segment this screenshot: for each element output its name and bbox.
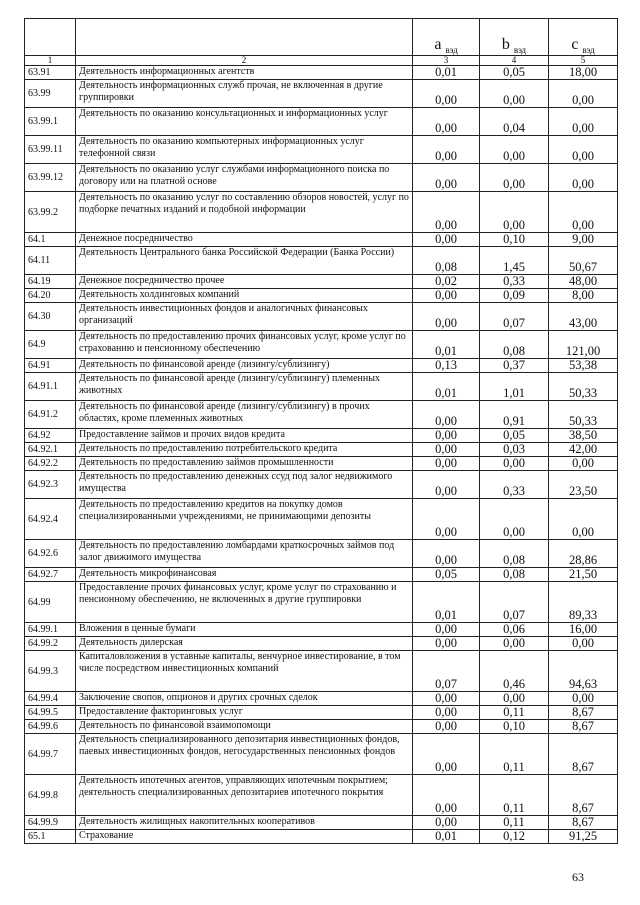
row-value-a: 0,00	[413, 734, 480, 775]
header-name-cell	[76, 19, 413, 56]
row-value-c: 42,00	[549, 443, 618, 457]
row-value-a: 0,00	[413, 499, 480, 540]
row-value-a: 0,01	[413, 331, 480, 359]
table-row	[25, 373, 618, 401]
table-row	[25, 471, 618, 499]
row-name: Вложения в ценные бумаги	[76, 623, 413, 637]
row-name: Деятельность холдинговых компаний	[76, 289, 413, 303]
column-number: 3	[413, 56, 480, 66]
row-code: 64.92.7	[25, 568, 76, 582]
row-code: 64.30	[25, 303, 76, 331]
table-row	[25, 706, 618, 720]
row-name: Деятельность по предоставлению займов промышленности	[76, 457, 413, 471]
row-value-a: 0,00	[413, 457, 480, 471]
row-value-a: 0,01	[413, 66, 480, 80]
row-code: 63.99	[25, 80, 76, 108]
row-value-a: 0,00	[413, 136, 480, 164]
row-value-a: 0,00	[413, 164, 480, 192]
table-row	[25, 568, 618, 582]
row-value-c: 28,86	[549, 540, 618, 568]
row-name: Деятельность Центрального банка Российской Федерации (Банка России)	[76, 247, 413, 275]
row-value-c: 121,00	[549, 331, 618, 359]
table-row	[25, 192, 618, 233]
table-row	[25, 692, 618, 706]
table-body	[25, 66, 618, 844]
row-value-c: 8,67	[549, 775, 618, 816]
row-value-c: 0,00	[549, 108, 618, 136]
row-value-b: 0,33	[480, 275, 549, 289]
row-value-b: 1,01	[480, 373, 549, 401]
header-col-b: b $_{вэд}$	[480, 19, 549, 56]
row-name: Деятельность информационных служб прочая, не включенная в другие группировки	[76, 80, 413, 108]
row-code: 64.99.1	[25, 623, 76, 637]
row-value-a: 0,00	[413, 720, 480, 734]
row-value-a: 0,00	[413, 816, 480, 830]
row-value-b: 1,45	[480, 247, 549, 275]
row-value-b: 0,00	[480, 136, 549, 164]
row-code: 63.99.12	[25, 164, 76, 192]
row-name: Деятельность по оказанию услуг по составлению обзоров новостей, услуг по подборке печатных изданий и подобной информации	[76, 192, 413, 233]
row-code: 64.99.9	[25, 816, 76, 830]
row-value-b: 0,06	[480, 623, 549, 637]
column-number: 5	[549, 56, 618, 66]
row-value-a: 0,00	[413, 192, 480, 233]
row-value-a: 0,00	[413, 401, 480, 429]
table-row	[25, 651, 618, 692]
table-row	[25, 136, 618, 164]
row-code: 64.20	[25, 289, 76, 303]
row-value-c: 9,00	[549, 233, 618, 247]
row-value-c: 94,63	[549, 651, 618, 692]
table-row	[25, 830, 618, 844]
row-value-b: 0,05	[480, 429, 549, 443]
row-value-a: 0,00	[413, 471, 480, 499]
row-value-b: 0,05	[480, 66, 549, 80]
table-row	[25, 582, 618, 623]
row-value-b: 0,00	[480, 457, 549, 471]
table-row	[25, 720, 618, 734]
table-row	[25, 429, 618, 443]
table-row	[25, 359, 618, 373]
row-value-a: 0,00	[413, 108, 480, 136]
row-value-b: 0,00	[480, 192, 549, 233]
row-name: Деятельность по финансовой аренде (лизингу/сублизингу)	[76, 359, 413, 373]
row-value-b: 0,09	[480, 289, 549, 303]
row-code: 64.99.6	[25, 720, 76, 734]
row-code: 63.91	[25, 66, 76, 80]
row-value-a: 0,00	[413, 692, 480, 706]
row-name: Деятельность ипотечных агентов, управляющих ипотечным покрытием; деятельность специализированных депозитариев ипотечного покрытия	[76, 775, 413, 816]
table-row	[25, 443, 618, 457]
row-value-c: 53,38	[549, 359, 618, 373]
table-row	[25, 816, 618, 830]
row-value-b: 0,11	[480, 775, 549, 816]
row-value-a: 0,00	[413, 80, 480, 108]
row-value-a: 0,00	[413, 443, 480, 457]
row-value-b: 0,91	[480, 401, 549, 429]
row-value-b: 0,00	[480, 164, 549, 192]
table-row	[25, 637, 618, 651]
header-col-a: a $_{вэд}$	[413, 19, 480, 56]
row-value-a: 0,00	[413, 303, 480, 331]
row-name: Деятельность по оказанию консультационных и информационных услуг	[76, 108, 413, 136]
row-code: 65.1	[25, 830, 76, 844]
row-code: 64.11	[25, 247, 76, 275]
row-value-a: 0,08	[413, 247, 480, 275]
row-value-b: 0,37	[480, 359, 549, 373]
table-row	[25, 275, 618, 289]
table-row	[25, 80, 618, 108]
table-row	[25, 164, 618, 192]
row-code: 64.91.1	[25, 373, 76, 401]
row-code: 64.92.2	[25, 457, 76, 471]
row-value-b: 0,08	[480, 540, 549, 568]
table-row	[25, 108, 618, 136]
row-value-c: 38,50	[549, 429, 618, 443]
row-value-c: 23,50	[549, 471, 618, 499]
row-value-c: 21,50	[549, 568, 618, 582]
row-value-c: 48,00	[549, 275, 618, 289]
row-name: Деятельность по оказанию услуг службами информационного поиска по договору или на платной основе	[76, 164, 413, 192]
row-value-b: 0,07	[480, 303, 549, 331]
table-row	[25, 623, 618, 637]
column-number: 1	[25, 56, 76, 66]
row-code: 64.92.6	[25, 540, 76, 568]
row-value-c: 8,67	[549, 734, 618, 775]
row-code: 63.99.1	[25, 108, 76, 136]
row-name: Деятельность по предоставлению потребительского кредита	[76, 443, 413, 457]
row-value-c: 43,00	[549, 303, 618, 331]
row-value-b: 0,33	[480, 471, 549, 499]
row-value-a: 0,00	[413, 623, 480, 637]
table-row	[25, 499, 618, 540]
row-value-a: 0,01	[413, 582, 480, 623]
row-value-c: 0,00	[549, 692, 618, 706]
row-name: Деятельность по финансовой аренде (лизингу/сублизингу) в прочих областях, кроме племенных животных	[76, 401, 413, 429]
row-code: 64.99	[25, 582, 76, 623]
row-name: Деятельность жилищных накопительных кооперативов	[76, 816, 413, 830]
table-row	[25, 331, 618, 359]
row-code: 64.99.4	[25, 692, 76, 706]
row-name: Заключение свопов, опционов и других срочных сделок	[76, 692, 413, 706]
row-value-b: 0,08	[480, 331, 549, 359]
row-name: Деятельность специализированного депозитария инвестиционных фондов, паевых инвестиционных фондов, негосударственных пенсионных фондов	[76, 734, 413, 775]
row-value-c: 0,00	[549, 499, 618, 540]
page-number: 63	[572, 870, 584, 884]
row-value-c: 50,67	[549, 247, 618, 275]
row-value-c: 18,00	[549, 66, 618, 80]
row-value-b: 0,12	[480, 830, 549, 844]
row-code: 64.99.7	[25, 734, 76, 775]
row-value-a: 0,00	[413, 637, 480, 651]
table-row	[25, 66, 618, 80]
row-code: 63.99.2	[25, 192, 76, 233]
row-value-a: 0,13	[413, 359, 480, 373]
row-name: Деятельность информационных агентств	[76, 66, 413, 80]
row-value-b: 0,11	[480, 706, 549, 720]
table-row	[25, 734, 618, 775]
row-value-c: 0,00	[549, 637, 618, 651]
row-value-b: 0,10	[480, 720, 549, 734]
row-name: Деятельность по оказанию компьютерных информационных услуг телефонной связи	[76, 136, 413, 164]
row-value-c: 0,00	[549, 192, 618, 233]
table-row	[25, 303, 618, 331]
row-code: 64.92	[25, 429, 76, 443]
row-name: Денежное посредничество прочее	[76, 275, 413, 289]
row-value-b: 0,00	[480, 80, 549, 108]
table-row	[25, 540, 618, 568]
row-code: 64.19	[25, 275, 76, 289]
row-value-b: 0,00	[480, 637, 549, 651]
row-name: Страхование	[76, 830, 413, 844]
row-value-c: 8,67	[549, 816, 618, 830]
row-value-b: 0,00	[480, 692, 549, 706]
row-code: 64.99.8	[25, 775, 76, 816]
row-value-c: 89,33	[549, 582, 618, 623]
row-code: 64.99.2	[25, 637, 76, 651]
row-value-c: 0,00	[549, 80, 618, 108]
row-value-a: 0,02	[413, 275, 480, 289]
row-value-b: 0,08	[480, 568, 549, 582]
row-name: Деятельность по предоставлению кредитов на покупку домов специализированными учреждениями, не принимающими депозиты	[76, 499, 413, 540]
row-code: 64.9	[25, 331, 76, 359]
row-name: Деятельность по предоставлению ломбардами краткосрочных займов под залог движимого имущества	[76, 540, 413, 568]
row-value-b: 0,03	[480, 443, 549, 457]
okved-coefficient-table	[24, 18, 618, 844]
table-header-row	[25, 19, 618, 56]
row-name: Деятельность инвестиционных фондов и аналогичных финансовых организаций	[76, 303, 413, 331]
row-name: Предоставление факторинговых услуг	[76, 706, 413, 720]
row-value-a: 0,07	[413, 651, 480, 692]
column-number-row	[25, 56, 618, 66]
row-value-c: 16,00	[549, 623, 618, 637]
row-name: Деятельность по финансовой аренде (лизингу/сублизингу) племенных животных	[76, 373, 413, 401]
row-value-a: 0,01	[413, 373, 480, 401]
row-name: Денежное посредничество	[76, 233, 413, 247]
row-value-b: 0,00	[480, 499, 549, 540]
row-value-b: 0,11	[480, 816, 549, 830]
row-name: Деятельность по финансовой взаимопомощи	[76, 720, 413, 734]
row-value-c: 50,33	[549, 373, 618, 401]
row-value-c: 0,00	[549, 164, 618, 192]
row-name: Деятельность по предоставлению денежных ссуд под залог недвижимого имущества	[76, 471, 413, 499]
row-value-a: 0,00	[413, 775, 480, 816]
row-value-c: 50,33	[549, 401, 618, 429]
row-code: 64.91	[25, 359, 76, 373]
row-value-c: 8,67	[549, 706, 618, 720]
header-col-c: c $_{вэд}$	[549, 19, 618, 56]
row-name: Деятельность по предоставлению прочих финансовых услуг, кроме услуг по страхованию и пенсионному обеспечению	[76, 331, 413, 359]
row-code: 64.92.1	[25, 443, 76, 457]
row-code: 64.92.3	[25, 471, 76, 499]
table-row	[25, 247, 618, 275]
row-name: Капиталовложения в уставные капиталы, венчурное инвестирование, в том числе посредством инвестиционных компаний	[76, 651, 413, 692]
table-row	[25, 289, 618, 303]
row-value-c: 0,00	[549, 136, 618, 164]
row-name: Деятельность дилерская	[76, 637, 413, 651]
row-code: 64.92.4	[25, 499, 76, 540]
row-value-c: 8,00	[549, 289, 618, 303]
table-row	[25, 457, 618, 471]
column-number: 2	[76, 56, 413, 66]
table-row	[25, 775, 618, 816]
row-code: 63.99.11	[25, 136, 76, 164]
row-value-b: 0,46	[480, 651, 549, 692]
row-value-a: 0,00	[413, 233, 480, 247]
column-number: 4	[480, 56, 549, 66]
row-value-b: 0,04	[480, 108, 549, 136]
table-row	[25, 401, 618, 429]
row-value-a: 0,00	[413, 429, 480, 443]
row-code: 64.91.2	[25, 401, 76, 429]
row-value-b: 0,11	[480, 734, 549, 775]
row-value-c: 91,25	[549, 830, 618, 844]
row-value-a: 0,01	[413, 830, 480, 844]
row-value-a: 0,05	[413, 568, 480, 582]
table-row	[25, 233, 618, 247]
header-code-cell	[25, 19, 76, 56]
row-value-a: 0,00	[413, 540, 480, 568]
row-value-b: 0,10	[480, 233, 549, 247]
row-name: Деятельность микрофинансовая	[76, 568, 413, 582]
row-code: 64.1	[25, 233, 76, 247]
row-name: Предоставление прочих финансовых услуг, кроме услуг по страхованию и пенсионному обеспечению, не включенных в другие группировки	[76, 582, 413, 623]
row-value-b: 0,07	[480, 582, 549, 623]
row-value-c: 8,67	[549, 720, 618, 734]
row-name: Предоставление займов и прочих видов кредита	[76, 429, 413, 443]
row-value-a: 0,00	[413, 289, 480, 303]
row-value-a: 0,00	[413, 706, 480, 720]
row-code: 64.99.5	[25, 706, 76, 720]
row-value-c: 0,00	[549, 457, 618, 471]
row-code: 64.99.3	[25, 651, 76, 692]
